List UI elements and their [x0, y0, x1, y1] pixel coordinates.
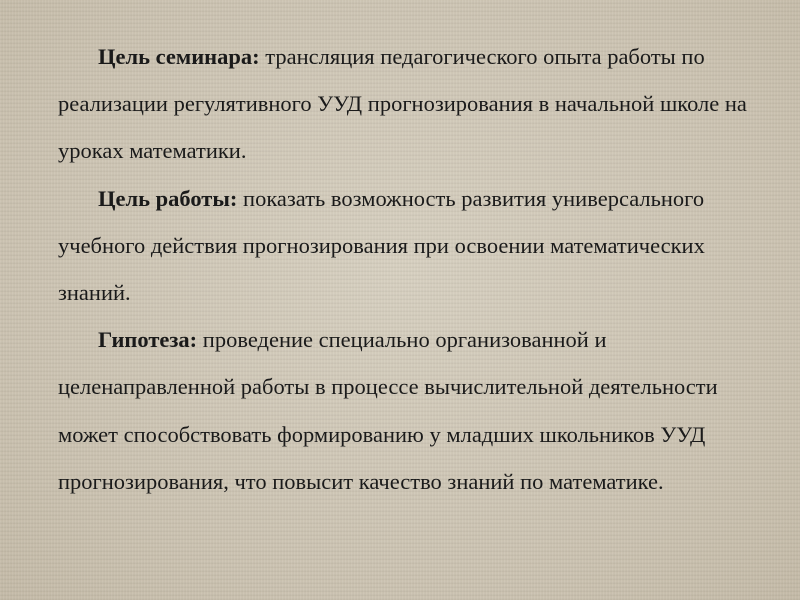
hypothesis-paragraph	[58, 316, 758, 505]
slide-text-body	[58, 33, 758, 505]
work-goal-text: показать возможность развития универсального учебного действия прогнозирования при освоении математических знаний.	[58, 185, 705, 306]
seminar-goal-text: трансляция педагогического опыта работы по реализации регулятивного УУД прогнозирования в начальной школе на уроках математики.	[58, 44, 747, 164]
hypothesis-text: проведение специально организованной и целенаправленной работы в процессе вычислительной деятельности может способствовать формированию у младших школьников УУД прогнозирования, что повысит качество знаний по математике.	[58, 327, 718, 494]
seminar-goal-paragraph	[58, 33, 758, 175]
work-goal-label: Цель работы:	[98, 185, 238, 211]
seminar-goal-label: Цель семинара:	[98, 44, 260, 69]
work-goal-paragraph	[58, 175, 758, 317]
hypothesis-label: Гипотеза:	[98, 327, 198, 353]
